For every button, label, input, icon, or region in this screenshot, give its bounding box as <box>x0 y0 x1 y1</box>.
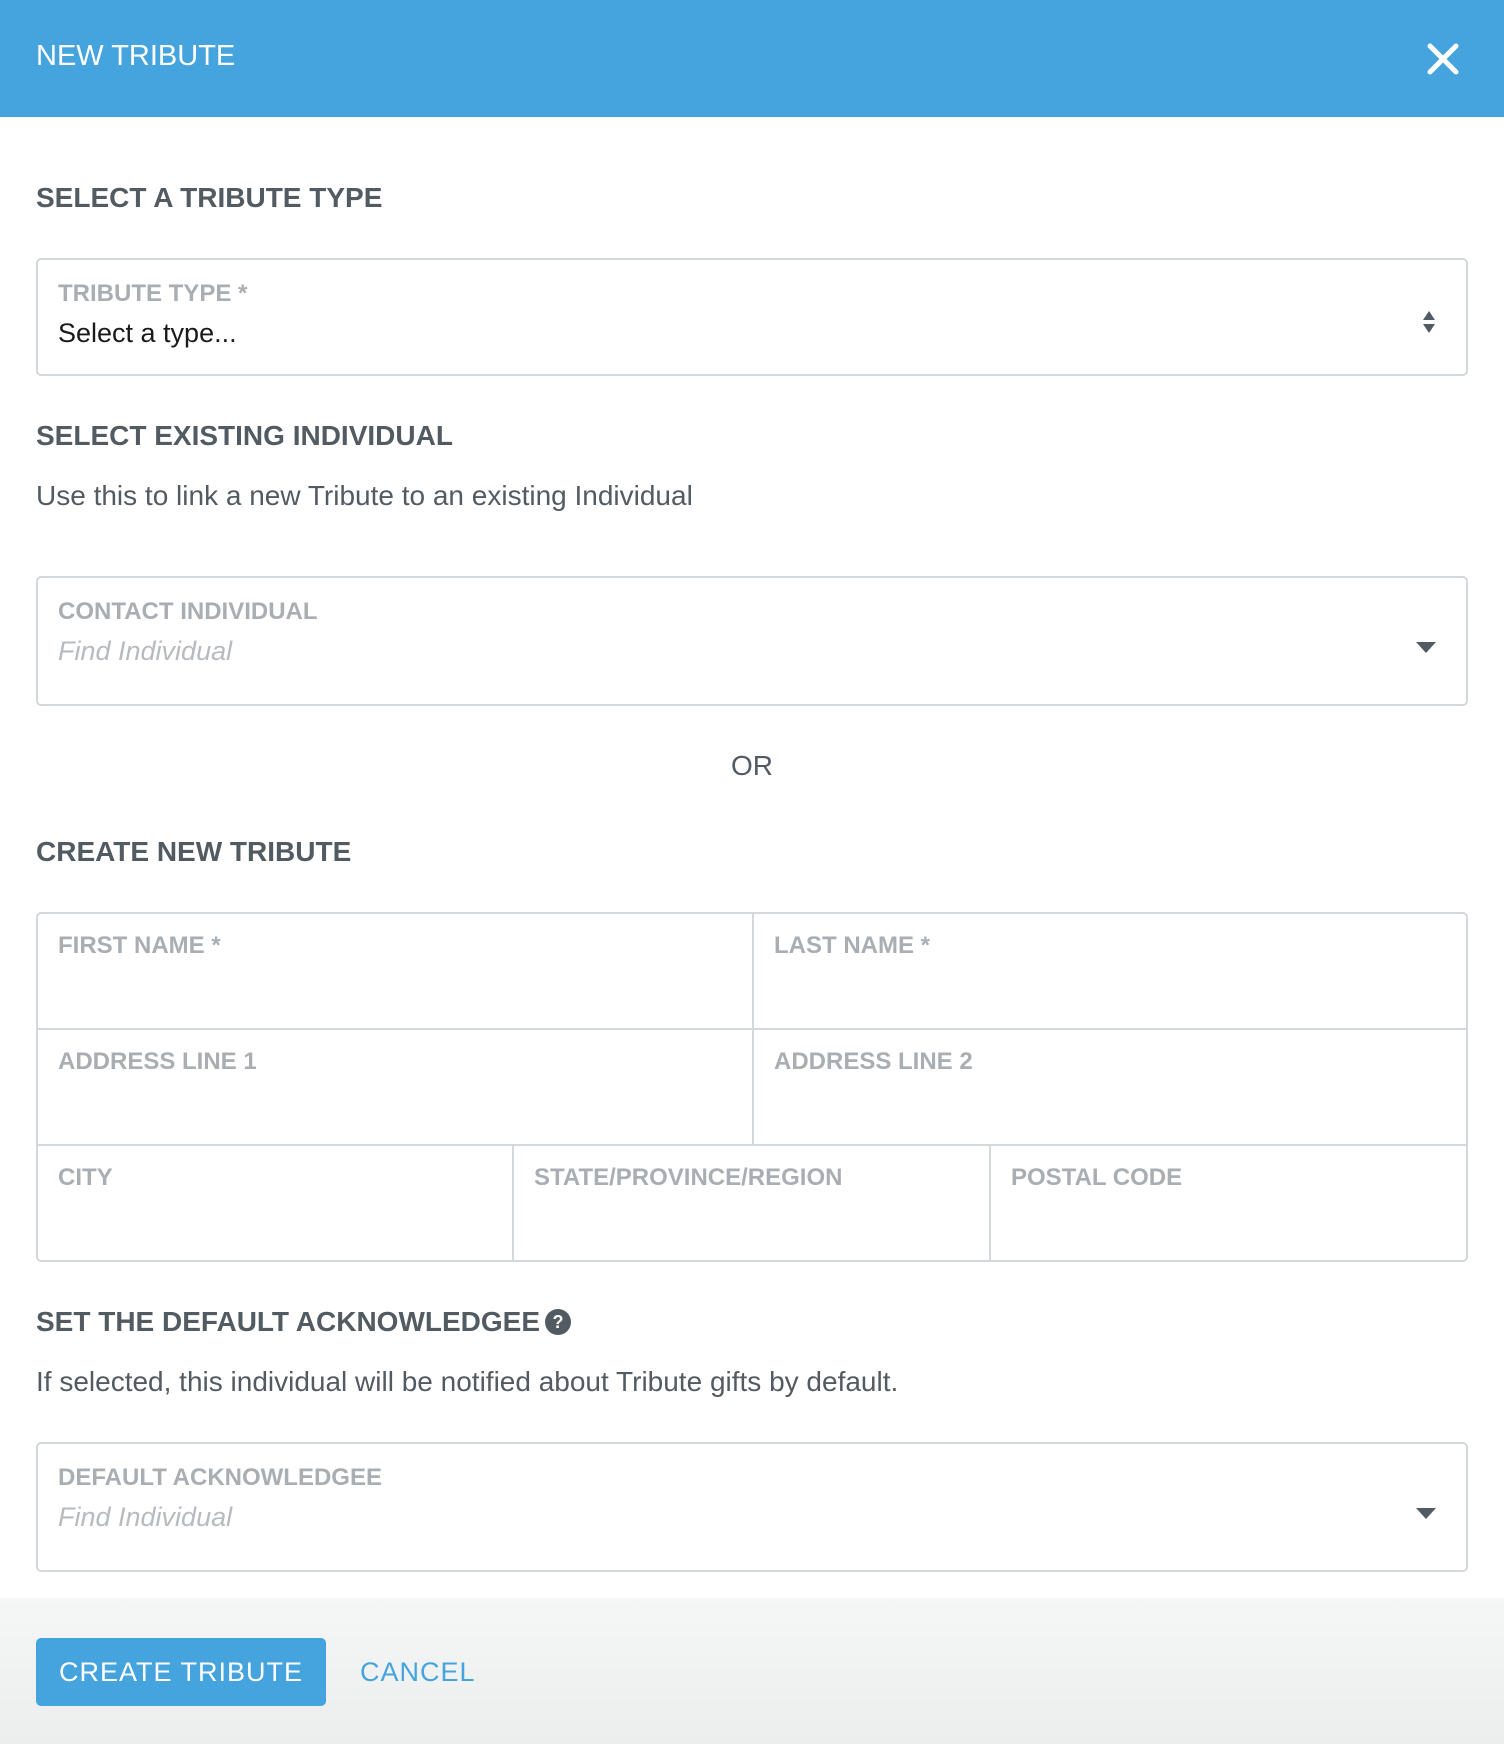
address-line-2-label: ADDRESS LINE 2 <box>774 1048 973 1075</box>
existing-individual-helper: Use this to link a new Tribute to an existing Individual <box>36 480 693 511</box>
first-name-label: FIRST NAME * <box>58 932 221 959</box>
first-name-field[interactable] <box>38 914 754 1030</box>
tribute-type-select[interactable] <box>36 258 1468 376</box>
contact-individual-placeholder: Find Individual <box>58 636 233 666</box>
section-title-acknowledgee <box>36 1306 572 1338</box>
acknowledgee-title-text: SET THE DEFAULT ACKNOWLEDGEE <box>36 1306 540 1337</box>
section-title-existing-individual: SELECT EXISTING INDIVIDUAL <box>36 420 453 451</box>
svg-text:?: ? <box>552 1311 564 1332</box>
sort-updown-icon <box>1422 310 1436 334</box>
create-tribute-button[interactable]: CREATE TRIBUTE <box>36 1638 326 1706</box>
default-acknowledgee-select[interactable] <box>36 1442 1468 1572</box>
section-title-tribute-type: SELECT A TRIBUTE TYPE <box>36 182 383 213</box>
postal-code-label: POSTAL CODE <box>1011 1164 1183 1191</box>
state-label: STATE/PROVINCE/REGION <box>534 1164 843 1191</box>
close-icon[interactable] <box>1426 42 1460 76</box>
caret-down-icon <box>1416 642 1436 654</box>
cancel-button[interactable]: CANCEL <box>360 1638 476 1706</box>
address-line-2-field[interactable] <box>754 1030 1468 1146</box>
acknowledgee-helper: If selected, this individual will be notified about Tribute gifts by default. <box>36 1366 899 1397</box>
last-name-field[interactable] <box>754 914 1468 1030</box>
address-line-1-field[interactable] <box>38 1030 754 1146</box>
address-line-1-label: ADDRESS LINE 1 <box>58 1048 257 1075</box>
modal-header <box>0 0 1504 117</box>
state-field[interactable] <box>514 1146 991 1262</box>
contact-individual-label: CONTACT INDIVIDUAL <box>58 598 318 625</box>
new-tribute-form-grid <box>36 912 1468 1262</box>
contact-individual-select[interactable] <box>36 576 1468 706</box>
caret-down-icon <box>1416 1508 1436 1520</box>
section-title-create-tribute: CREATE NEW TRIBUTE <box>36 836 352 867</box>
modal-footer <box>0 1598 1504 1744</box>
tribute-type-value: Select a type... <box>58 318 237 348</box>
last-name-label: LAST NAME * <box>774 932 930 959</box>
tribute-type-label: TRIBUTE TYPE * <box>58 280 248 307</box>
or-divider: OR <box>731 750 773 781</box>
city-label: CITY <box>58 1164 113 1191</box>
question-circle-icon[interactable] <box>544 1308 572 1336</box>
postal-code-field[interactable] <box>991 1146 1468 1262</box>
city-field[interactable] <box>38 1146 514 1262</box>
default-acknowledgee-placeholder: Find Individual <box>58 1502 233 1532</box>
modal-title: NEW TRIBUTE <box>36 40 236 72</box>
default-acknowledgee-label: DEFAULT ACKNOWLEDGEE <box>58 1464 382 1491</box>
